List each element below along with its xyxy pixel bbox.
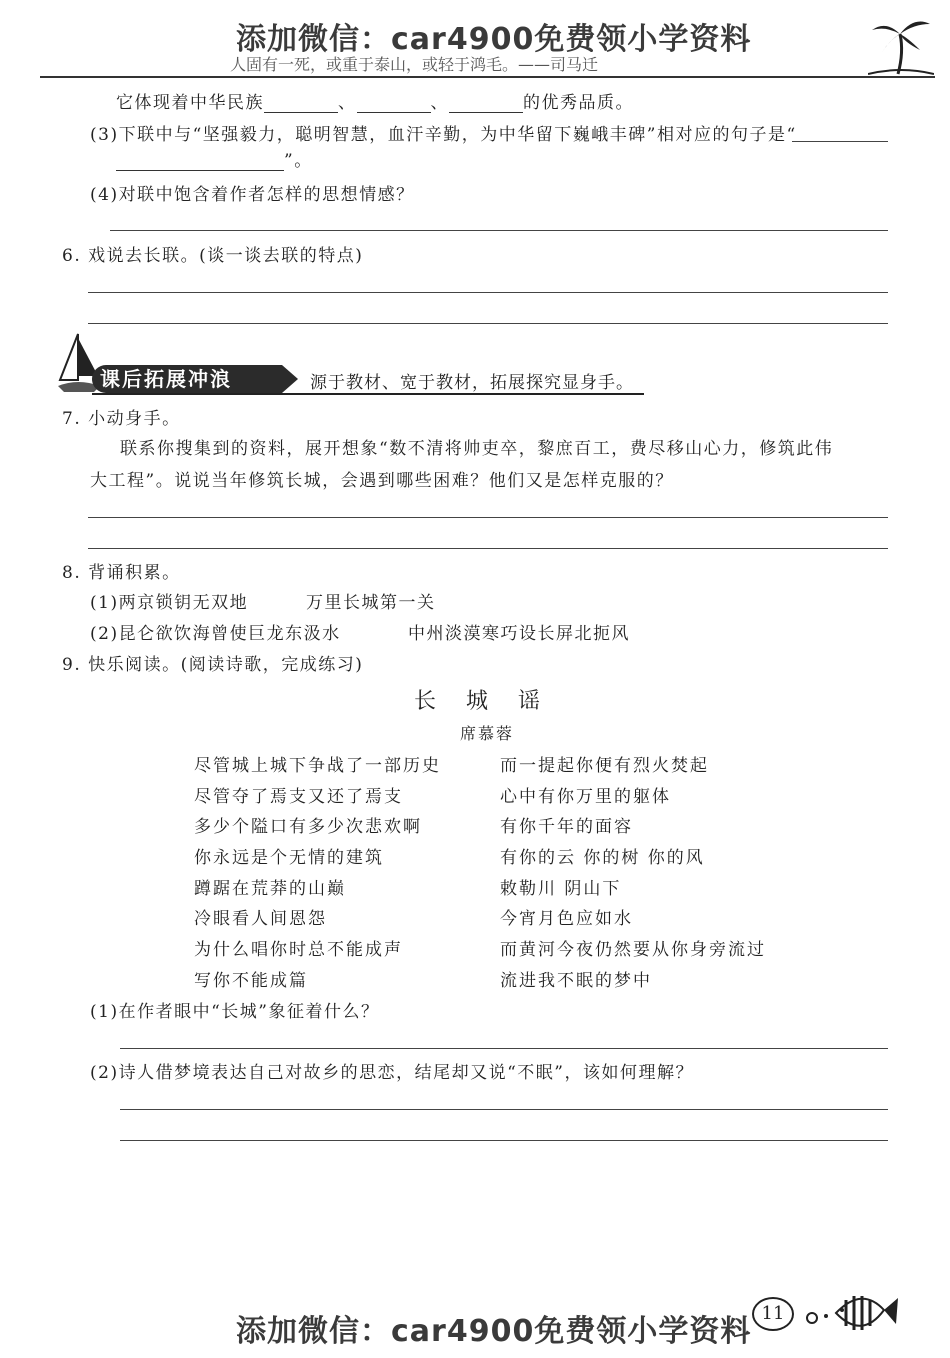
blank[interactable] (449, 94, 523, 113)
q5-sub4: (4)对联中饱含着作者怎样的思想情感？ (90, 185, 415, 205)
banner-arrow-icon (282, 365, 298, 393)
poem-right-line: 有你千年的面容 (500, 817, 633, 837)
q7-line2: 大工程”。说说当年修筑长城，会遇到哪些困难？他们又是怎样克服的？ (90, 471, 674, 491)
poem-right-line: 而黄河今夜仍然要从你身旁流过 (500, 940, 766, 960)
answer-line[interactable] (88, 323, 888, 324)
answer-line[interactable] (120, 1048, 888, 1049)
blank[interactable] (264, 94, 338, 113)
answer-line[interactable] (120, 1109, 888, 1110)
header-rule (40, 76, 935, 78)
banner-title: 课后拓展冲浪 (92, 365, 282, 393)
answer-line[interactable] (88, 548, 888, 549)
watermark-bottom: 添加微信：car4900免费领小学资料 (236, 1314, 752, 1349)
q9-title: 9. 快乐阅读。(阅读诗歌，完成练习) (62, 655, 364, 675)
poem-right-line: 敕勒川 阴山下 (500, 879, 622, 899)
poem-right-line: 有你的云 你的树 你的风 (500, 848, 705, 868)
poem-right-line: 今宵月色应如水 (500, 909, 633, 929)
q8-item1-a: (1)两京锁钥无双地 (90, 593, 249, 613)
q9-sub1: (1)在作者眼中“长城”象征着什么？ (90, 1002, 380, 1022)
poem-left-line: 冷眼看人间恩怨 (194, 909, 327, 929)
q8-item1-b: 万里长城第一关 (306, 593, 436, 613)
fish-icon (800, 1288, 900, 1338)
banner-rule (92, 393, 644, 395)
answer-line[interactable] (88, 292, 888, 293)
q9-sub2: (2)诗人借梦境表达自己对故乡的思恋，结尾却又说“不眠”，该如何理解？ (90, 1063, 694, 1083)
q6-title: 6. 戏说去长联。(谈一谈去联的特点) (62, 246, 364, 266)
palm-tree-icon (868, 12, 934, 78)
q8-item2-a: (2)昆仑欲饮海曾使巨龙东汲水 (90, 624, 341, 644)
answer-line[interactable] (120, 1140, 888, 1141)
q7-line1: 联系你搜集到的资料，展开想象“数不清将帅吏卒，黎庶百工，费尽移山心力，修筑此伟 (120, 439, 834, 459)
poem-left-line: 蹲踞在荒莽的山巅 (194, 879, 346, 899)
answer-line[interactable] (88, 517, 888, 518)
blank[interactable] (357, 94, 431, 113)
header-quote: 人固有一死，或重于泰山，或轻于鸿毛。——司马迁 (230, 55, 599, 74)
poem-left-line: 多少个隘口有多少次悲欢啊 (194, 817, 422, 837)
banner-subtitle: 源于教材、宽于教材，拓展探究显身手。 (310, 373, 634, 393)
q7-title: 7. 小动身手。 (62, 409, 181, 429)
page-number: 11 (752, 1297, 794, 1331)
q5-sub3: (3)下联中与“坚强毅力，聪明智慧，血汗辛勤，为中华留下巍峨丰碑”相对应的句子是“ (90, 125, 797, 145)
q5-line-a: 它体现着中华民族 、 、 的优秀品质。 (116, 93, 634, 113)
q8-item2-b: 中州淡漠寒巧设长屏北扼风 (408, 624, 630, 644)
poem-left-line: 尽管城上城下争战了一部历史 (194, 756, 441, 776)
q8-title: 8. 背诵积累。 (62, 563, 181, 583)
poem-left-line: 写你不能成篇 (194, 971, 308, 991)
answer-line[interactable] (110, 230, 888, 231)
poem-right-line: 而一提起你便有烈火焚起 (500, 756, 709, 776)
q5-sub3-end: ”。 (116, 146, 313, 171)
poem-right-line: 流进我不眠的梦中 (500, 971, 652, 991)
watermark-top: 添加微信：car4900免费领小学资料 (236, 22, 752, 57)
poem-left-line: 为什么唱你时总不能成声 (194, 940, 403, 960)
poem-left-line: 尽管夺了焉支又还了焉支 (194, 787, 403, 807)
poem-right-line: 心中有你万里的躯体 (500, 787, 671, 807)
poem-left-line: 你永远是个无情的建筑 (194, 848, 384, 868)
answer-line[interactable] (792, 141, 888, 142)
poem-author: 席慕蓉 (460, 724, 515, 743)
blank[interactable] (116, 152, 284, 171)
poem-title: 长 城 谣 (414, 689, 545, 714)
